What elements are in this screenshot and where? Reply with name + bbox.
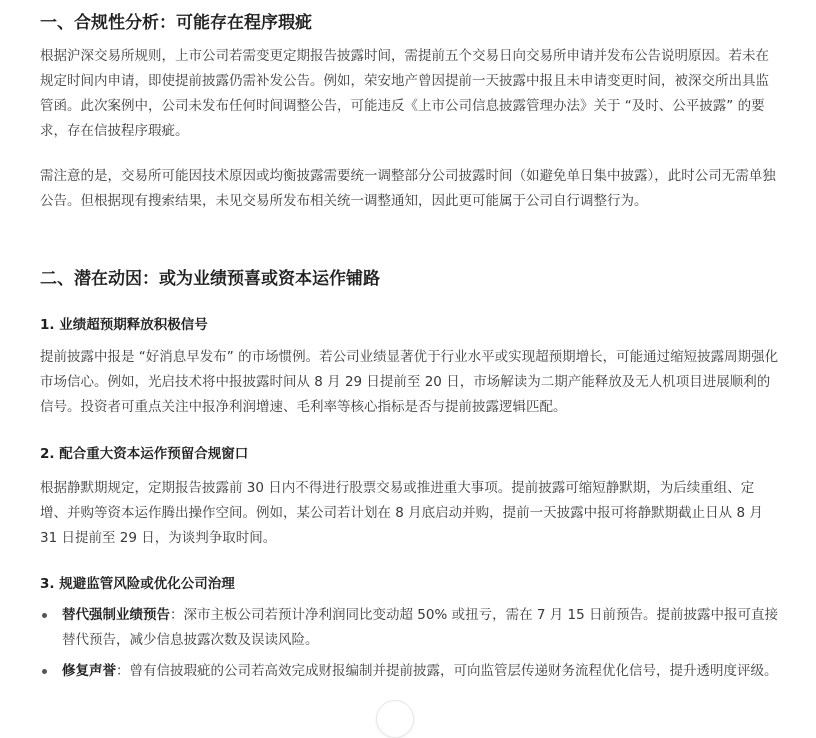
subsection-title-performance: 1. 业绩超预期释放积极信号 [40, 317, 208, 333]
list-item [40, 659, 780, 684]
bullet-bold-label: 替代强制业绩预告 [62, 607, 170, 623]
paragraph-performance: 提前披露中报是 “好消息早发布” 的市场惯例。若公司业绩显著优于行业水平或实现超预期增长，可能通过缩短披露周期强化市场信心。例如，光启技术将中报披露时间从 8 月 29 日提前至 20 日，市场解读为二期产能释放及无人机项目进展顺利的信号。投资者可重点关注中报净利润增速、毛利率等核心指标是否与提前披露逻辑匹配。 [40, 349, 779, 415]
section-heading-motives: 二、潜在动因：或为业绩预喜或资本运作铺路 [40, 269, 380, 289]
bullet-dot-icon [42, 613, 47, 618]
bullet-bold-label: 修复声誉 [62, 663, 116, 679]
bullet-text: ：曾有信披瑕疵的公司若高效完成财报编制并提前披露，可向监管层传递财务流程优化信号，提升透明度评级。 [116, 663, 778, 679]
subsection-title-governance: 3. 规避监管风险或优化公司治理 [40, 576, 235, 592]
governance-bullet-list [40, 603, 780, 690]
list-item [40, 603, 780, 653]
subsection-title-capital: 2. 配合重大资本运作预留合规窗口 [40, 446, 249, 462]
bullet-text: ：深市主板公司若预计净利润同比变动超 50% 或扭亏，需在 7 月 15 日前预告。提前披露中报可直接替代预告，减少信息披露次数及误读风险。 [62, 607, 779, 648]
bullet-dot-icon [42, 669, 47, 674]
paragraph-capital: 根据静默期规定，定期报告披露前 30 日内不得进行股票交易或推进重大事项。提前披露可缩短静默期，为后续重组、定增、并购等资本运作腾出操作空间。例如，某公司若计划在 8 月底启动并购，提前一天披露中报可将静默期截止日从 8 月 31 日提前至 29 日，为谈判争取时间。 [40, 480, 763, 546]
paragraph-compliance-note: 需注意的是，交易所可能因技术原因或均衡披露需要统一调整部分公司披露时间（如避免单日集中披露），此时公司无需单独公告。但根据现有搜索结果，未见交易所发布相关统一调整通知，因此更可能属于公司自行调整行为。 [40, 168, 776, 209]
scroll-button[interactable] [376, 700, 414, 738]
section-heading-compliance: 一、合规性分析：可能存在程序瑕疵 [40, 13, 312, 33]
paragraph-compliance-rules: 根据沪深交易所规则，上市公司若需变更定期报告披露时间，需提前五个交易日向交易所申请并发布公告说明原因。若未在规定时间内申请，即使提前披露仍需补发公告。例如，荣安地产曾因提前一天披露中报且未申请变更时间，被深交所出具监管函。此次案例中，公司未发布任何时间调整公告，可能违反《上市公司信息披露管理办法》关于 “及时、公平披露” 的要求，存在信披程序瑕疵。 [40, 48, 769, 139]
